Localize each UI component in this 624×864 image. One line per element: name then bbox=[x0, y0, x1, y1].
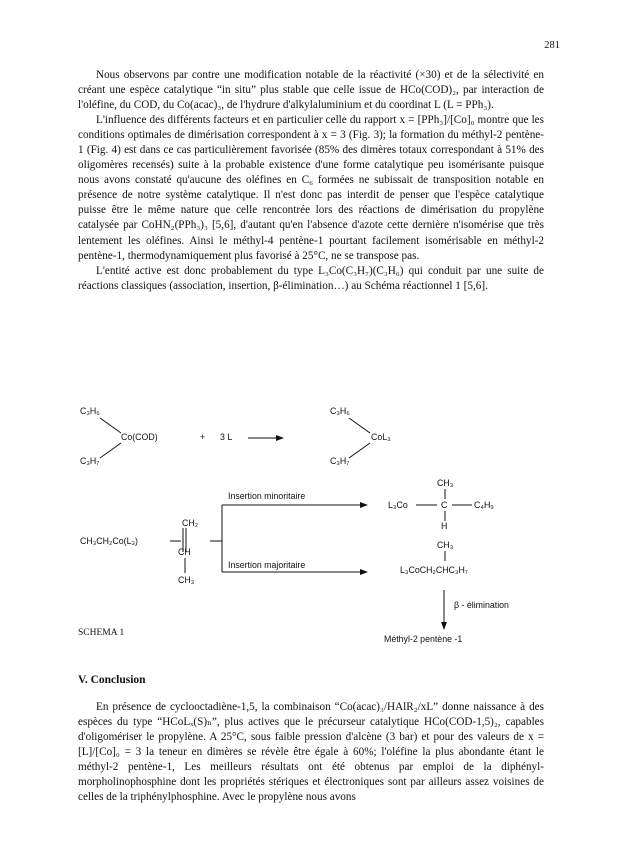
section-title: V. Conclusion bbox=[78, 674, 146, 686]
insertion-major-label: Insertion majoritaire bbox=[228, 560, 306, 570]
lower-product: L₃CoCH₂CHC₃H₇ bbox=[400, 565, 468, 575]
left-propyl: C₃H₇ bbox=[80, 456, 100, 466]
left-propene: C₃H₆ bbox=[80, 406, 100, 416]
plus-sign: + bbox=[200, 432, 206, 442]
propene-ch3: CH₃ bbox=[178, 575, 195, 585]
paragraph-2: L'influence des différents facteurs et en particulier celle du rapport x = [PPh₃]/[Co]₀ montre que les conditions optimales de dimérisation correspondent à x = 3 (Fig. 3); la formation du méthyl-2 pentène-1 (Fig. 4) est dans ce cas particulièrement favorisée (85% des dimères totaux correspondant à 51% des oligomères recensés) suite à la probable existence d'une forme catalytique peu isomérisante puisque nous avons constaté qu'aucune des oléfines en C₆ formées ne subissait de transposition notable en présence de notre système catalytique. Il n'est donc pas interdit de penser que l'espèce catalytique puisse être le même nature que celle rencontrée lors des réactions de dimérisation du propylène catalysée par CoHN₂(PPh₃)₃ [5,6], d'autant qu'en l'absence d'azote cette dernière n'isomérise que très lentement les oléfines. Ainsi le méthyl-4 pentène-1 pourtant facilement isomérisable en méthyl-2 pentène-1, thermodynamiquement plus favorisé à 25°C, ne se transpose pas. bbox=[78, 114, 544, 262]
ligand-reagent: 3 L bbox=[220, 432, 233, 442]
right-propyl: C₃H₇ bbox=[330, 456, 350, 466]
bond-line bbox=[100, 418, 121, 433]
right-propene: C₃H₆ bbox=[330, 406, 350, 416]
left-metal-complex: Co(COD) bbox=[121, 432, 158, 442]
upper-l3co: L₃Co bbox=[388, 500, 408, 510]
conclusion-paragraph: En présence de cyclooctadiène-1,5, la combinaison “Co(acac)₃/HAlR₂/xL” donne naissance à des espèces du type “HCoLₓ(S)ₙ”, plus actives que le précurseur catalytique HCo(COD-1,5)₂, capables d'oligomériser le propylène. A 25°C, sous faible pression d'alcène (3 bar) et pour des valeurs de x = [L]/[Co]₀ = 3 la teneur en dimères se révèle être égale à 60%; l'oléfine la plus abondante étant le méthyl-2 pentène-1, Les meilleurs résultats ont été obtenus par emploi de la diphényl-morpholinophosphine dont les propriétés stériques et électroniques sont par ailleurs assez voisines de celles de la triphénylphosphine. Avec le propylène nous avons bbox=[78, 701, 544, 804]
upper-methyl: CH₃ bbox=[437, 478, 454, 488]
paragraph-3: L'entité active est donc probablement du type L₃Co(C₃H₇)(C₃H₆) qui conduit par une suite de réactions classiques (association, insertion, β-élimination…) au Schéma réactionnel 1 [5,6]. bbox=[78, 264, 544, 292]
right-metal-complex: CoL₃ bbox=[371, 432, 391, 442]
start-complex: CH₃CH₂Co(L₃) bbox=[80, 536, 138, 546]
conclusion-text bbox=[78, 700, 544, 805]
page-number: 281 bbox=[544, 40, 560, 51]
schema-label: SCHEMA 1 bbox=[78, 628, 125, 638]
arrowhead bbox=[360, 502, 368, 508]
arrowhead bbox=[360, 569, 368, 575]
upper-carbon: C bbox=[441, 500, 448, 510]
arrowhead bbox=[441, 622, 447, 630]
bond-line bbox=[100, 443, 121, 458]
insertion-minor-label: Insertion minoritaire bbox=[228, 491, 306, 501]
upper-butyl: C₄H₉ bbox=[474, 500, 494, 510]
elimination-label: β - élimination bbox=[454, 600, 509, 610]
propene-ch2: CH₂ bbox=[182, 518, 199, 528]
bond-line bbox=[349, 443, 370, 458]
propene-ch: CH bbox=[178, 547, 191, 557]
upper-hydrogen: H bbox=[441, 521, 448, 531]
bond-line bbox=[349, 418, 370, 433]
paragraph-1: Nous observons par contre une modification notable de la réactivité (×30) et de la sélectivité en créant une espèce catalytique “in situ” plus stable que celle issue de HCo(COD)₂, par interaction de l'oléfine, du COD, du Co(acac)₃, de l'hydrure d'alkylaluminium et du coordinat L (L = PPh₃). bbox=[78, 69, 544, 112]
final-product: Méthyl-2 pentène -1 bbox=[384, 634, 463, 644]
arrowhead bbox=[276, 435, 284, 441]
lower-methyl: CH₃ bbox=[437, 540, 454, 550]
